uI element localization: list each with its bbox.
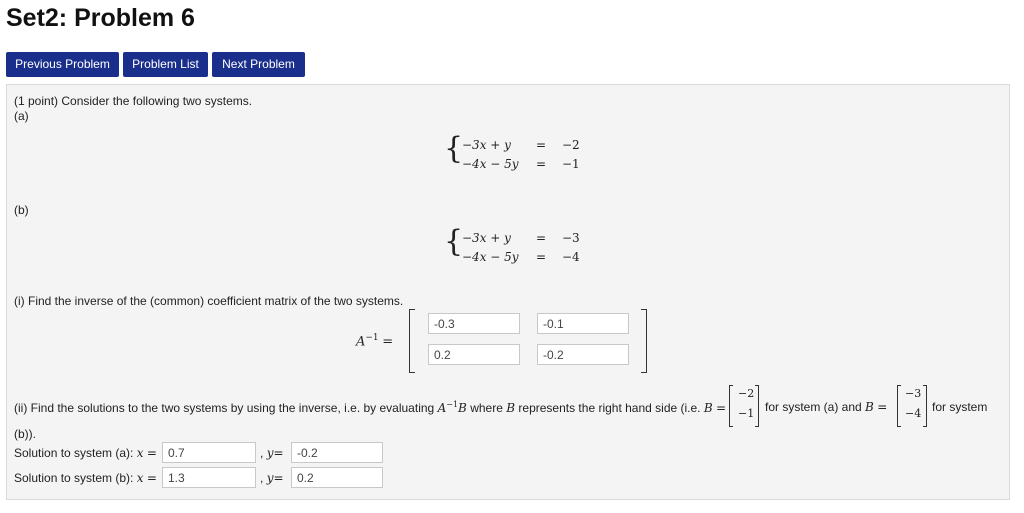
page-title: Set2: Problem 6: [6, 4, 195, 32]
part-ii-a: A: [437, 401, 447, 415]
system-b-row1-eq: =: [536, 231, 547, 245]
part-ii-eq2: =: [877, 400, 888, 414]
system-a-row2-eq: =: [536, 157, 547, 171]
solution-a-comma: ,: [260, 446, 264, 460]
solution-a-x-var: x: [136, 446, 144, 460]
vector-a-left-bracket: [729, 385, 733, 427]
part-ii-for-a: for system (a) and: [765, 400, 862, 414]
solution-b-x-eq: =: [146, 471, 157, 485]
part-ii-prompt: [14, 400, 726, 415]
solution-b-label: [14, 471, 157, 485]
part-ii-represents: represents the right hand side (i.e.: [518, 401, 701, 415]
problem-panel: [6, 84, 1010, 500]
vector-a-right-bracket: [755, 385, 759, 427]
part-ii-mid: [765, 400, 887, 414]
solution-b-y-input[interactable]: 0.2: [291, 467, 383, 488]
next-problem-button[interactable]: Next Problem: [212, 52, 305, 77]
part-ii-b2: B: [506, 401, 516, 415]
inverse-label-sup: −1: [365, 333, 379, 343]
system-b-row1-lhs: −3x + y: [462, 231, 511, 245]
vector-a-top: −2: [738, 387, 755, 400]
solution-a-x-eq: =: [146, 446, 157, 460]
system-a-row1-lhs: −3x + y: [462, 138, 511, 152]
matrix-input-r2c2[interactable]: -0.2: [537, 344, 629, 365]
part-ii-b3: B: [703, 401, 713, 415]
system-b-row1-rhs: −3: [562, 231, 580, 245]
system-a-brace: {: [444, 131, 464, 166]
solution-a-y-input[interactable]: -0.2: [291, 442, 383, 463]
system-a-row2-rhs: −1: [562, 157, 580, 171]
previous-problem-button[interactable]: Previous Problem: [6, 52, 119, 77]
problem-list-button[interactable]: Problem List: [123, 52, 208, 77]
part-ii-tail: (b)).: [14, 427, 36, 441]
vector-b-left-bracket: [897, 385, 901, 427]
system-b-row2-lhs: −4x − 5y: [462, 250, 519, 264]
inverse-label-a: A: [356, 334, 366, 350]
system-a-row2-lhs: −4x − 5y: [462, 157, 519, 171]
part-ii-sup: −1: [446, 400, 459, 409]
system-a-row1-eq: =: [536, 138, 547, 152]
vector-b-top: −3: [905, 387, 922, 400]
inverse-label: [356, 333, 393, 349]
system-b-row2-rhs: −4: [562, 250, 580, 264]
solution-a-y-label: [260, 446, 284, 460]
matrix-input-r2c1[interactable]: 0.2: [428, 344, 520, 365]
solution-b-y-label: [260, 471, 284, 485]
matrix-input-r1c2[interactable]: -0.1: [537, 313, 629, 334]
part-ii-for-system: for system: [932, 400, 988, 414]
solution-b-x-input[interactable]: 1.3: [162, 467, 256, 488]
matrix-left-bracket: [409, 309, 415, 373]
vector-b-bottom: −4: [905, 407, 922, 420]
system-b-brace: {: [444, 224, 464, 259]
inverse-label-eq: =: [382, 334, 394, 350]
solution-a-y-eq: =: [273, 446, 284, 460]
part-i-prompt: (i) Find the inverse of the (common) coefficient matrix of the two systems.: [14, 294, 404, 308]
solution-b-x-var: x: [136, 471, 144, 485]
vector-a-bottom: −1: [738, 407, 755, 420]
system-b-row2-eq: =: [536, 250, 547, 264]
part-b-label: (b): [14, 203, 29, 217]
solution-a-y-var: y: [266, 446, 274, 460]
system-a-row1-rhs: −2: [562, 138, 580, 152]
part-ii-eq1: =: [716, 401, 727, 415]
vector-b-right-bracket: [923, 385, 927, 427]
solution-b-comma: ,: [260, 471, 264, 485]
part-ii-b4: B: [865, 400, 874, 414]
solution-a-label: [14, 446, 157, 460]
part-ii-where: where: [470, 401, 503, 415]
matrix-input-r1c1[interactable]: -0.3: [428, 313, 520, 334]
solution-b-y-eq: =: [273, 471, 284, 485]
part-a-label: (a): [14, 109, 29, 123]
part-ii-b: B: [458, 401, 467, 415]
problem-intro: (1 point) Consider the following two systems.: [14, 94, 253, 108]
matrix-right-bracket: [641, 309, 647, 373]
solution-b-y-var: y: [266, 471, 274, 485]
part-ii-prompt-start: (ii) Find the solutions to the two systems by using the inverse, i.e. by evaluating: [14, 401, 435, 415]
solution-a-text: Solution to system (a):: [14, 446, 134, 460]
solution-a-x-input[interactable]: 0.7: [162, 442, 256, 463]
solution-b-text: Solution to system (b):: [14, 471, 134, 485]
